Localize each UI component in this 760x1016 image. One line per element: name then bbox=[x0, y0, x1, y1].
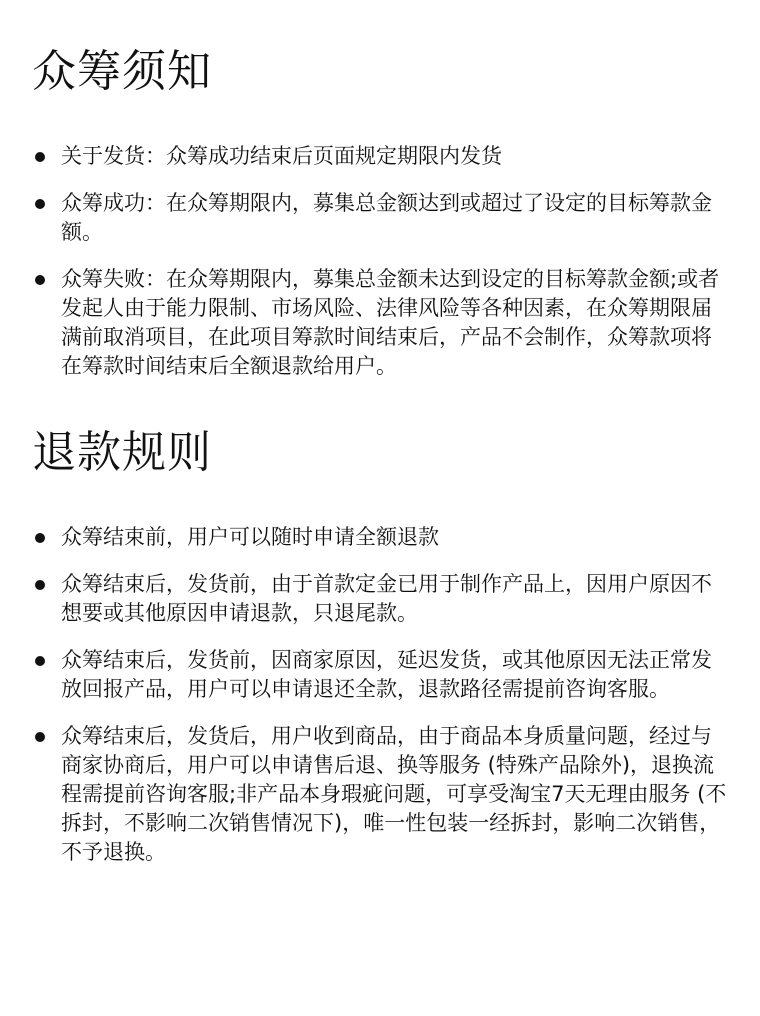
list-item-refund-before-shipping-user: 众筹结束后，发货前，由于首款定金已用于制作产品上，因用户原因不想要或其他原因申请退款，只退尾款。 bbox=[32, 570, 728, 628]
refund-rules-section bbox=[32, 399, 728, 867]
list-item-shipping: 关于发货：众筹成功结束后页面规定期限内发货 bbox=[32, 142, 728, 171]
section-title-crowdfunding-notice: 众筹须知 bbox=[32, 46, 212, 97]
list-item-refund-before-shipping-merchant: 众筹结束后，发货前，因商家原因，延迟发货，或其他原因无法正常发放回报产品，用户可以申请退还全款，退款路径需提前咨询客服。 bbox=[32, 646, 728, 704]
list-item-success: 众筹成功：在众筹期限内，募集总金额达到或超过了设定的目标筹款金额。 bbox=[32, 189, 728, 247]
refund-rules-list bbox=[32, 523, 728, 867]
list-item-failure: 众筹失败：在众筹期限内，募集总金额未达到设定的目标筹款金额;或者发起人由于能力限制、市场风险、法律风险等各种因素，在众筹期限届满前取消项目，在此项目筹款时间结束后，产品不会制作，众筹款项将在筹款时间结束后全额退款给用户。 bbox=[32, 265, 728, 381]
crowdfunding-notice-list bbox=[32, 142, 728, 381]
list-item-refund-after-shipping: 众筹结束后，发货后，用户收到商品，由于商品本身质量问题，经过与商家协商后，用户可以申请售后退、换等服务 (特殊产品除外)，退换流程需提前咨询客服;非产品本身瑕疵问题，可享受淘宝7天无理由服务 (不拆封，不影响二次销售情况下)，唯一性包装一经拆封，影响二次销售，不予退换。 bbox=[32, 722, 728, 867]
section-title-refund-rules: 退款规则 bbox=[32, 427, 212, 478]
crowdfunding-notice-section bbox=[32, 0, 728, 381]
list-item-refund-before-end: 众筹结束前，用户可以随时申请全额退款 bbox=[32, 523, 728, 552]
